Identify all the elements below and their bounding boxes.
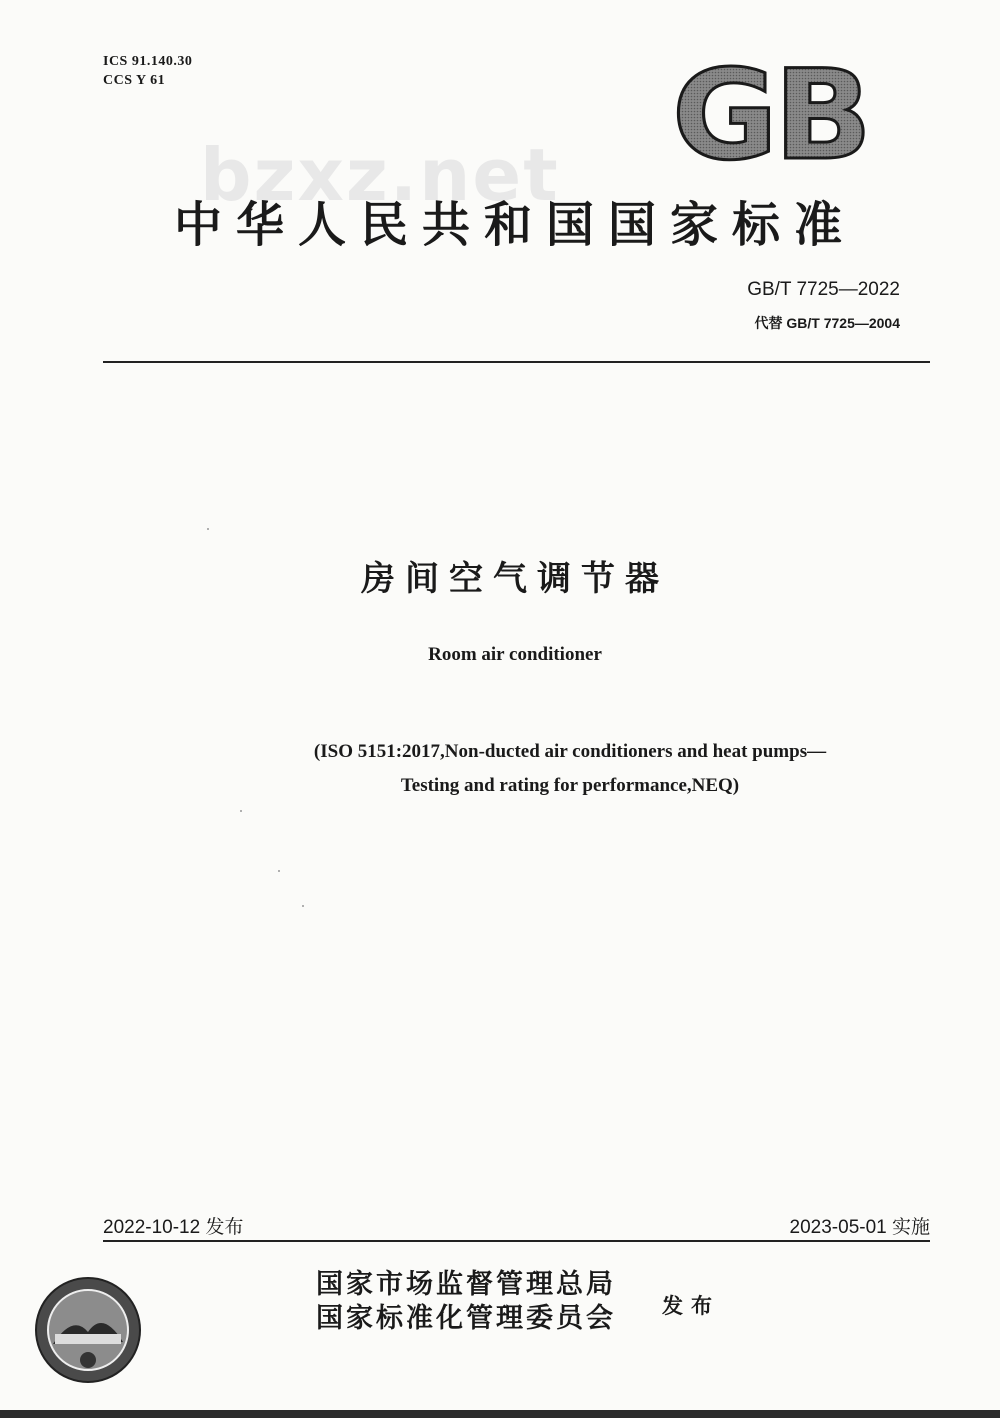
ics-code: ICS 91.140.30	[103, 54, 193, 69]
ccs-code: CCS Y 61	[103, 73, 166, 88]
scan-speck	[240, 810, 242, 812]
header-divider	[103, 361, 930, 363]
issue-date: 2022-10-12 发布	[103, 1217, 244, 1238]
gb-logo-text: GB	[672, 62, 868, 166]
classification-codes	[103, 52, 192, 90]
iso-reference-line-1: (ISO 5151:2017,Non-ducted air conditioners and heat pumps—	[313, 741, 827, 762]
authority-sac: 国家标准化管理委员会	[316, 1303, 616, 1334]
issuing-authorities	[316, 1268, 616, 1336]
publish-label: 发布	[662, 1294, 720, 1318]
implementation-date: 2023-05-01 实施	[789, 1217, 930, 1238]
standard-number: GB/T 7725—2022	[747, 279, 900, 300]
scan-speck	[207, 528, 209, 530]
national-standard-title: 中华人民共和国国家标准	[173, 197, 856, 253]
scan-edge	[0, 1410, 1000, 1418]
footer-divider	[103, 1240, 930, 1242]
scan-speck	[278, 870, 280, 872]
scan-speck	[302, 905, 304, 907]
watermark: bzxz.net	[200, 133, 560, 217]
chinese-title: 房间空气调节器	[361, 559, 669, 599]
iso-reference	[0, 735, 1000, 803]
authority-samr: 国家市场监督管理总局	[316, 1269, 616, 1300]
english-title: Room air conditioner	[428, 644, 602, 665]
iso-reference-line-2: Testing and rating for performance,NEQ)	[400, 775, 740, 796]
seal-stamp-icon	[33, 1274, 143, 1386]
replaced-standard: 代替 GB/T 7725—2004	[754, 315, 900, 331]
gb-logo	[672, 62, 870, 166]
